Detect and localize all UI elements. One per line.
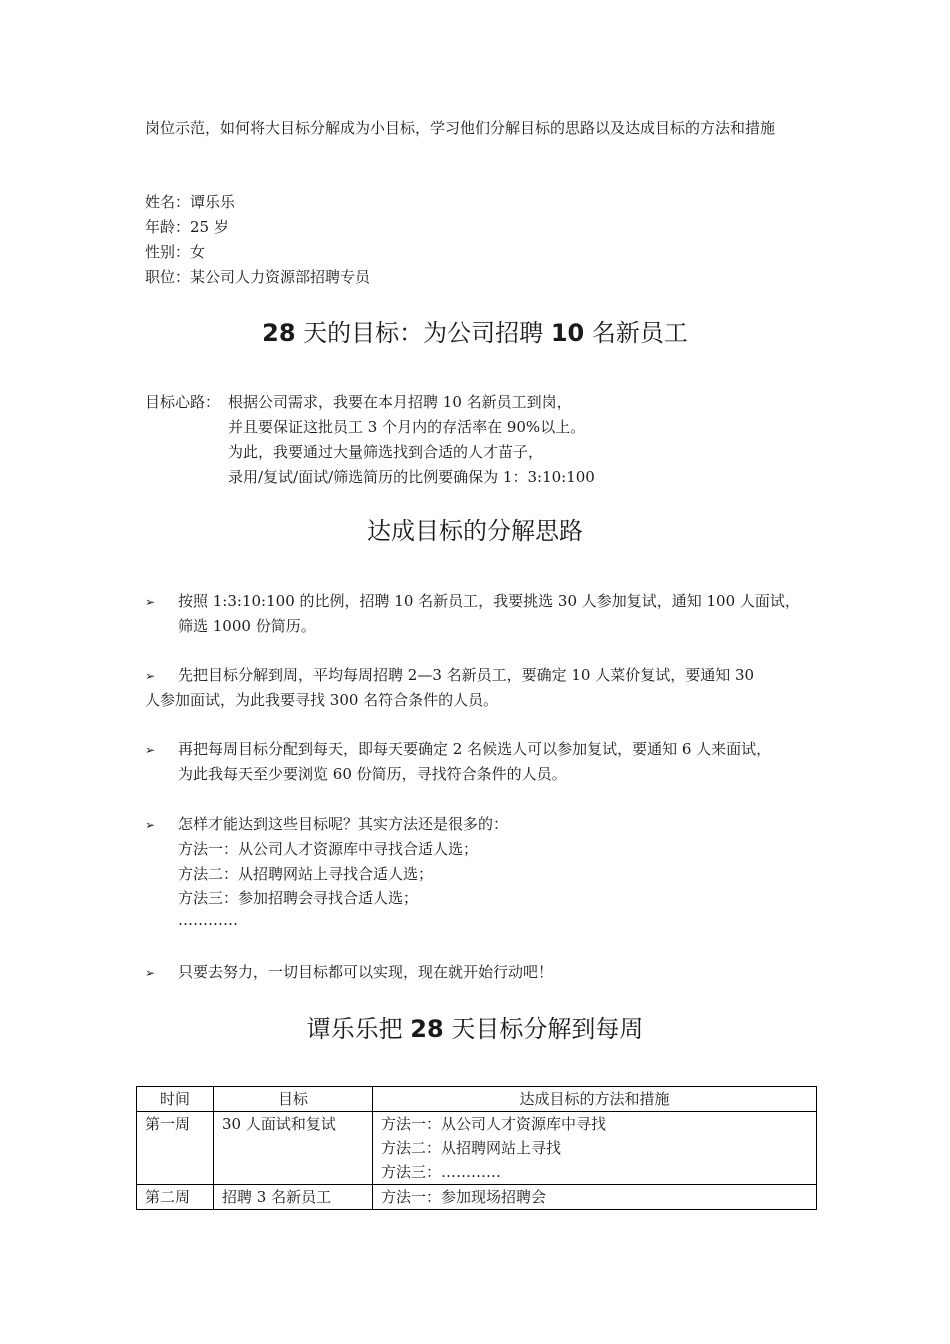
breakdown-heading: 谭乐乐把 28 天目标分解到每周 xyxy=(306,1015,644,1043)
table-row xyxy=(137,1112,817,1185)
bullet-text: 人参加面试，为此我要寻找 300 名符合条件的人员。 xyxy=(145,691,499,709)
table-row xyxy=(137,1185,817,1210)
arrow-bullet-icon: ➢ xyxy=(145,966,156,980)
header-methods: 达成目标的方法和措施 xyxy=(373,1087,817,1112)
header-goal: 目标 xyxy=(214,1087,373,1112)
bullet-text: 只要去努力，一切目标都可以实现，现在就开始行动吧！ xyxy=(178,963,554,981)
mindset-line: 录用/复试/面试/筛选简历的比例要确保为 1：3:10:100 xyxy=(228,468,595,486)
mindset-line: 根据公司需求，我要在本月招聘 10 名新员工到岗， xyxy=(228,393,572,411)
header-time: 时间 xyxy=(137,1087,214,1112)
profile-gender: 性别：女 xyxy=(145,243,206,261)
method-item: 方法一：从公司人才资源库中寻找合适人选； xyxy=(178,840,479,858)
intro-paragraph: 岗位示范，如何将大目标分解成为小目标，学习他们分解目标的思路以及达成目标的方法和措施 xyxy=(145,119,776,137)
profile-name: 姓名：谭乐乐 xyxy=(145,193,236,211)
mindset-line: 为此，我要通过大量筛选找到合适的人才苗子， xyxy=(228,443,544,461)
bullet-text: 为此我每天至少要浏览 60 份简历，寻找符合条件的人员。 xyxy=(178,765,567,783)
arrow-bullet-icon: ➢ xyxy=(145,669,156,683)
goal-cell: 招聘 3 名新员工 xyxy=(214,1185,373,1210)
profile-position: 职位：某公司人力资源部招聘专员 xyxy=(145,268,371,286)
bullet-text: 怎样才能达到这些目标呢？其实方法还是很多的： xyxy=(178,815,509,833)
bullet-text: 再把每周目标分配到每天，即每天要确定 2 名候选人可以参加复试，要通知 6 人来面试， xyxy=(178,740,772,758)
method-line: 方法二：从招聘网站上寻找 xyxy=(381,1139,562,1157)
arrow-bullet-icon: ➢ xyxy=(145,743,156,757)
mindset-label: 目标心路： xyxy=(145,393,221,411)
weekly-plan-table xyxy=(136,1086,817,1210)
approach-heading: 达成目标的分解思路 xyxy=(367,517,583,545)
goal-heading: 28 天的目标：为公司招聘 10 名新员工 xyxy=(262,319,688,347)
method-item: 方法三：参加招聘会寻找合适人选； xyxy=(178,889,419,907)
arrow-bullet-icon: ➢ xyxy=(145,595,156,609)
method-line: 方法一：参加现场招聘会 xyxy=(381,1188,547,1206)
bullet-text: 先把目标分解到周，平均每周招聘 2—3 名新员工，要确定 10 人菜价复试，要通知 30 xyxy=(178,666,755,684)
method-line: 方法一：从公司人才资源库中寻找 xyxy=(381,1115,607,1133)
week-cell: 第二周 xyxy=(137,1185,214,1210)
bullet-text: 筛选 1000 份简历。 xyxy=(178,617,316,635)
profile-age: 年龄：25 岁 xyxy=(145,218,229,236)
methods-cell xyxy=(373,1185,817,1210)
methods-cell xyxy=(373,1112,817,1185)
method-line: 方法三：………… xyxy=(381,1163,502,1181)
table-header-row xyxy=(137,1087,817,1112)
method-ellipsis: ………… xyxy=(178,911,238,929)
bullet-text: 按照 1:3:10:100 的比例，招聘 10 名新员工，我要挑选 30 人参加复试，通知 100 人面试， xyxy=(178,592,800,610)
mindset-line: 并且要保证这批员工 3 个月内的存活率在 90%以上。 xyxy=(228,418,586,436)
method-item: 方法二：从招聘网站上寻找合适人选； xyxy=(178,865,434,883)
arrow-bullet-icon: ➢ xyxy=(145,818,156,832)
week-cell: 第一周 xyxy=(137,1112,214,1185)
goal-cell: 30 人面试和复试 xyxy=(214,1112,373,1185)
